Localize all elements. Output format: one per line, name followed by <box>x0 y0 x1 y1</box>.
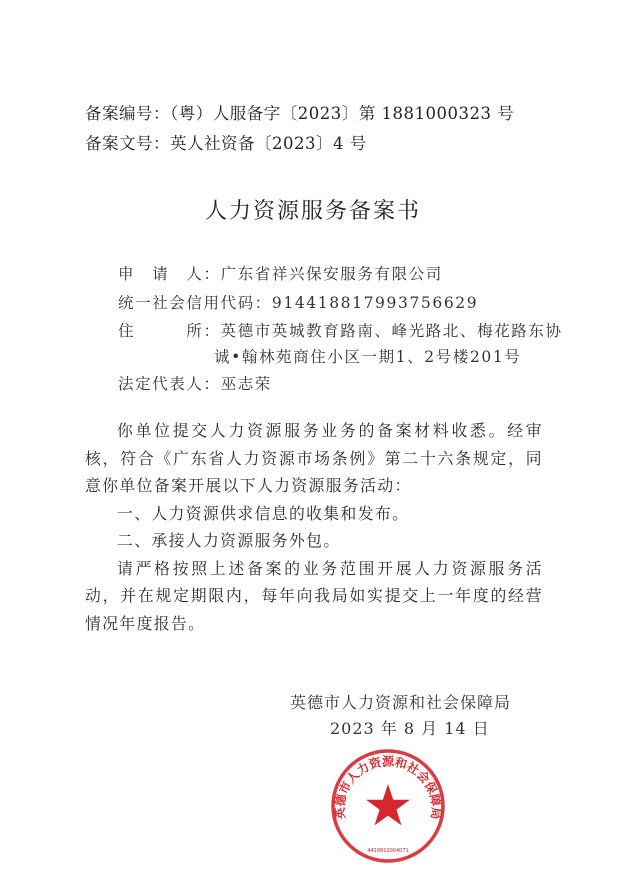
official-seal-icon <box>330 748 446 864</box>
legal-rep-value: 巫志荣 <box>220 375 272 393</box>
body-paragraph-2: 请严格按照上述备案的业务范围开展人力资源服务活动，并在规定期限内，每年向我局如实提交上一年度的经营情况年度报告。 <box>85 558 543 633</box>
record-number-label: 备案编号： <box>85 104 170 123</box>
address-line2: 诚•翰林苑商住小区一期1、2号楼201号 <box>214 348 522 366</box>
address-row <box>118 319 563 341</box>
legal-rep-row <box>118 372 272 394</box>
applicant-row <box>118 262 443 284</box>
credit-code-value: 914418817993756629 <box>271 294 479 312</box>
page-title: 人力资源服务备案书 <box>204 199 421 224</box>
applicant-label: 申 请 人： <box>118 265 221 283</box>
body-text <box>85 417 543 637</box>
seal-code: 4418810004071 <box>367 848 409 854</box>
document-number-label: 备案文号： <box>85 134 170 153</box>
record-number-value: （粤）人服备字〔2023〕第 1881000323 号 <box>170 104 515 123</box>
document-number-value: 英人社资备〔2023〕4 号 <box>170 134 367 153</box>
applicant-value: 广东省祥兴保安服务有限公司 <box>220 265 443 283</box>
seal-text: 英德市人力资源和社会保障局 <box>332 754 444 820</box>
activity-item-1: 一、人力资源供求信息的收集和发布。 <box>117 503 410 523</box>
activity-item-2: 二、承接人力资源服务外包。 <box>117 531 341 550</box>
record-number <box>85 100 514 124</box>
document-number <box>85 130 367 154</box>
star-icon <box>366 784 410 825</box>
legal-rep-label: 法定代表人： <box>118 375 221 393</box>
issuer-name: 英德市人力资源和社会保障局 <box>290 693 512 712</box>
body-paragraph-1: 你单位提交人力资源服务业务的备案材料收悉。经审核，符合《广东省人力资源市场条例》第二十六条规定，同意你单位备案开展以下人力资源服务活动： <box>85 421 543 495</box>
credit-code-label: 统一社会信用代码： <box>118 294 272 312</box>
address-line1: 英德市英城教育路南、峰光路北、梅花路东协 <box>220 322 563 340</box>
issue-date: 2023 年 8 月 14 日 <box>330 719 490 738</box>
address-label: 住 所： <box>118 322 221 340</box>
credit-code-row <box>118 291 478 313</box>
